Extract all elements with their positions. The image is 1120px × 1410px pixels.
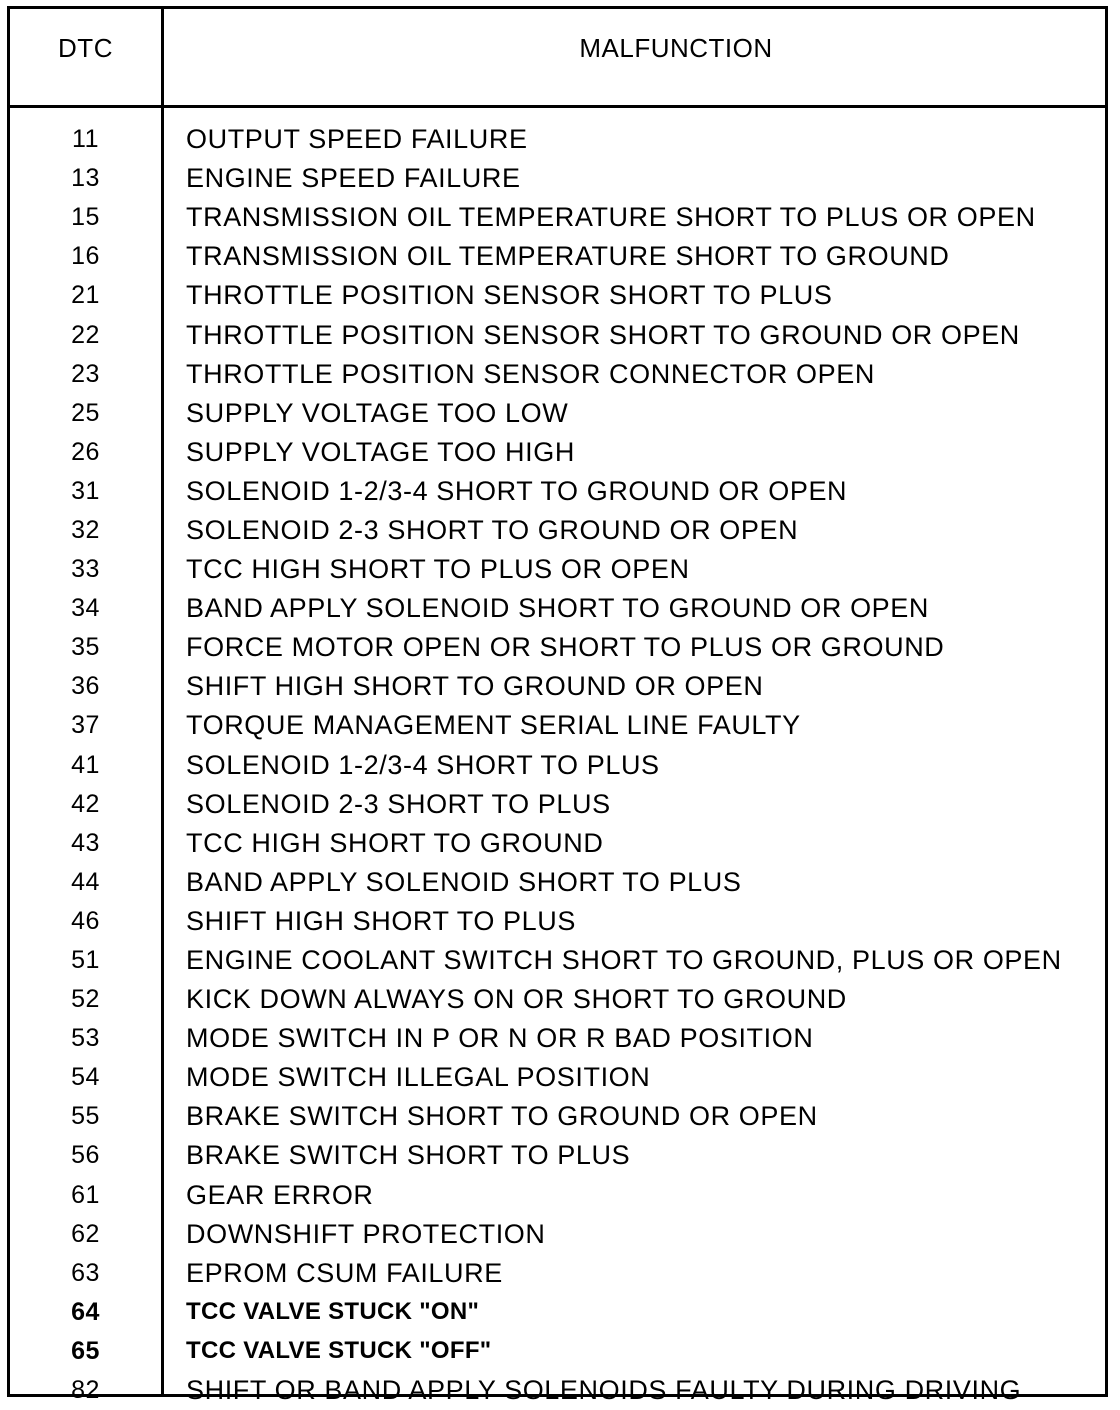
dtc-column-header: DTC xyxy=(58,33,113,63)
header-divider xyxy=(10,105,1105,108)
table-row xyxy=(10,980,1105,1019)
table-row xyxy=(10,863,1105,902)
malfunction-description: TRANSMISSION OIL TEMPERATURE SHORT TO GROUND xyxy=(186,241,950,272)
malfunction-column-header: MALFUNCTION xyxy=(579,33,773,63)
table-row xyxy=(10,1097,1105,1136)
malfunction-description: THROTTLE POSITION SENSOR CONNECTOR OPEN xyxy=(186,358,875,389)
malfunction-description: SOLENOID 1-2/3-4 SHORT TO PLUS xyxy=(186,749,660,780)
malfunction-description: SHIFT HIGH SHORT TO GROUND OR OPEN xyxy=(186,671,764,702)
dtc-code: 35 xyxy=(71,633,100,662)
malfunction-description: TORQUE MANAGEMENT SERIAL LINE FAULTY xyxy=(186,710,801,741)
malfunction-description: THROTTLE POSITION SENSOR SHORT TO PLUS xyxy=(186,280,833,311)
dtc-code: 42 xyxy=(71,789,100,818)
table-row xyxy=(10,355,1105,394)
table-row xyxy=(10,785,1105,824)
malfunction-description: FORCE MOTOR OPEN OR SHORT TO PLUS OR GROUND xyxy=(186,632,945,663)
table-row xyxy=(10,824,1105,863)
malfunction-description: SOLENOID 2-3 SHORT TO PLUS xyxy=(186,788,611,819)
dtc-code: 55 xyxy=(71,1102,100,1131)
dtc-code: 82 xyxy=(71,1376,100,1405)
malfunction-description: ENGINE COOLANT SWITCH SHORT TO GROUND, PLUS OR OPEN xyxy=(186,945,1062,976)
malfunction-description: TRANSMISSION OIL TEMPERATURE SHORT TO PLUS OR OPEN xyxy=(186,202,1036,233)
table-row xyxy=(10,589,1105,628)
table-row xyxy=(10,159,1105,198)
dtc-code: 16 xyxy=(71,242,100,271)
dtc-code: 43 xyxy=(71,828,100,857)
table-row xyxy=(10,746,1105,785)
table-row xyxy=(10,120,1105,159)
dtc-code: 64 xyxy=(71,1297,100,1326)
dtc-code: 32 xyxy=(71,515,100,544)
malfunction-description: BRAKE SWITCH SHORT TO PLUS xyxy=(186,1140,631,1171)
malfunction-description: SHIFT HIGH SHORT TO PLUS xyxy=(186,905,576,936)
table-row xyxy=(10,315,1105,354)
dtc-code: 31 xyxy=(71,476,100,505)
table-row xyxy=(10,1254,1105,1293)
table-row xyxy=(10,1058,1105,1097)
table-row xyxy=(10,902,1105,941)
malfunction-description: TCC VALVE STUCK "ON" xyxy=(186,1298,480,1326)
malfunction-description: KICK DOWN ALWAYS ON OR SHORT TO GROUND xyxy=(186,984,847,1015)
dtc-code: 63 xyxy=(71,1258,100,1287)
malfunction-description: TCC HIGH SHORT TO GROUND xyxy=(186,827,604,858)
malfunction-description: MODE SWITCH ILLEGAL POSITION xyxy=(186,1062,651,1093)
table-row xyxy=(10,1136,1105,1175)
dtc-code: 34 xyxy=(71,594,100,623)
dtc-code: 26 xyxy=(71,437,100,466)
malfunction-description: SUPPLY VOLTAGE TOO LOW xyxy=(186,397,569,428)
dtc-code: 62 xyxy=(71,1219,100,1248)
dtc-code: 61 xyxy=(71,1180,100,1209)
dtc-code: 25 xyxy=(71,398,100,427)
table-row xyxy=(10,667,1105,706)
table-row xyxy=(10,472,1105,511)
dtc-code: 46 xyxy=(71,906,100,935)
dtc-code: 22 xyxy=(71,320,100,349)
dtc-code: 11 xyxy=(72,125,99,154)
table-row xyxy=(10,198,1105,237)
malfunction-description: EPROM CSUM FAILURE xyxy=(186,1257,503,1288)
table-row xyxy=(10,941,1105,980)
malfunction-description: BRAKE SWITCH SHORT TO GROUND OR OPEN xyxy=(186,1101,818,1132)
dtc-code: 36 xyxy=(71,672,100,701)
malfunction-description: OUTPUT SPEED FAILURE xyxy=(186,124,528,155)
dtc-code: 53 xyxy=(71,1024,100,1053)
malfunction-description: DOWNSHIFT PROTECTION xyxy=(186,1218,546,1249)
table-row xyxy=(10,511,1105,550)
malfunction-description: THROTTLE POSITION SENSOR SHORT TO GROUND OR OPEN xyxy=(186,319,1020,350)
dtc-code: 44 xyxy=(71,867,100,896)
malfunction-description: TCC VALVE STUCK "OFF" xyxy=(186,1337,492,1365)
dtc-code: 41 xyxy=(71,750,100,779)
table-row xyxy=(10,394,1105,433)
table-row xyxy=(10,1019,1105,1058)
dtc-code: 51 xyxy=(71,946,100,975)
malfunction-description: BAND APPLY SOLENOID SHORT TO PLUS xyxy=(186,866,742,897)
malfunction-description: SOLENOID 2-3 SHORT TO GROUND OR OPEN xyxy=(186,514,799,545)
dtc-code: 23 xyxy=(71,359,100,388)
table-row xyxy=(10,706,1105,745)
malfunction-description: BAND APPLY SOLENOID SHORT TO GROUND OR OPEN xyxy=(186,593,929,624)
table-row xyxy=(10,1332,1105,1371)
table-row xyxy=(10,276,1105,315)
dtc-code: 54 xyxy=(71,1063,100,1092)
dtc-code: 56 xyxy=(71,1141,100,1170)
table-row xyxy=(10,237,1105,276)
dtc-code: 15 xyxy=(71,203,100,232)
table-row xyxy=(10,550,1105,589)
malfunction-description: ENGINE SPEED FAILURE xyxy=(186,163,521,194)
dtc-code: 21 xyxy=(71,281,100,310)
malfunction-description: SOLENOID 1-2/3-4 SHORT TO GROUND OR OPEN xyxy=(186,475,848,506)
table-row xyxy=(10,1176,1105,1215)
table-body xyxy=(10,120,1105,1410)
table-row xyxy=(10,628,1105,667)
dtc-table xyxy=(7,6,1108,1406)
dtc-code: 13 xyxy=(71,164,100,193)
table-row xyxy=(10,1371,1105,1410)
malfunction-description: SUPPLY VOLTAGE TOO HIGH xyxy=(186,436,575,467)
dtc-code: 37 xyxy=(71,711,100,740)
table-row xyxy=(10,433,1105,472)
dtc-code: 33 xyxy=(71,555,100,584)
dtc-code: 52 xyxy=(71,985,100,1014)
malfunction-description: GEAR ERROR xyxy=(186,1179,374,1210)
malfunction-description: SHIFT OR BAND APPLY SOLENOIDS FAULTY DURING DRIVING xyxy=(186,1375,1022,1406)
table-row xyxy=(10,1215,1105,1254)
malfunction-description: TCC HIGH SHORT TO PLUS OR OPEN xyxy=(186,554,690,585)
table-row xyxy=(10,1293,1105,1332)
malfunction-description: MODE SWITCH IN P OR N OR R BAD POSITION xyxy=(186,1023,814,1054)
dtc-code: 65 xyxy=(71,1336,100,1365)
